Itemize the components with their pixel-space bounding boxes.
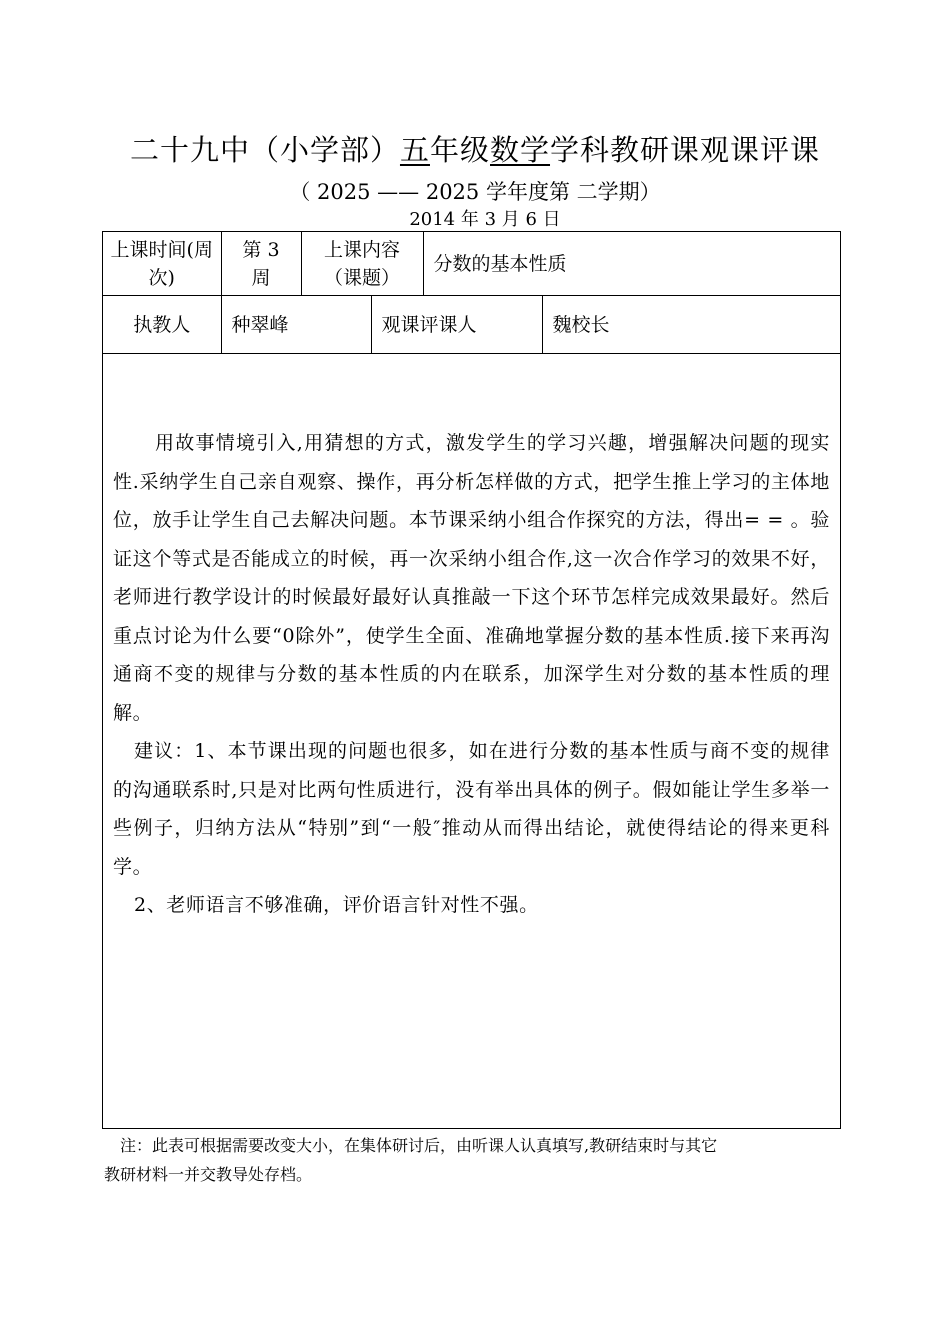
comments-cell <box>103 354 841 1129</box>
title-part-rest: 学科教研课观课评课 <box>550 133 821 167</box>
label-lesson-content: 上课内容（课题） <box>301 232 423 295</box>
title-part-grade-suffix: 年级 <box>429 133 490 167</box>
label-class-time: 上课时间(周次) <box>103 232 221 295</box>
observation-form <box>102 231 841 1129</box>
suggestion-paragraph: 建议：1、本节课出现的问题也很多，如在进行分数的基本性质与商不变的规律的沟通联系时,只是对比两句性质进行，没有举出具体的例子。假如能让学生多举一些例子，归纳方法从“特别”到“一般″推动从而得出结论，就使得结论的得来更科学。 <box>113 740 830 878</box>
footnote <box>104 1131 848 1189</box>
footnote-line: 注：此表可根据需要改变大小，在集体研讨后，由听课人认真填写,教研结束时与其它 <box>120 1136 718 1155</box>
form-row-lesson <box>103 232 841 296</box>
form-row-people <box>103 296 841 354</box>
title-part-subject: 数学 <box>490 133 551 167</box>
title-part-school: 二十九中（小学部） <box>129 133 400 167</box>
school-year: （ 2025 —— 2025 学年度第 二学期） <box>289 180 661 204</box>
week-value: 第 3 周 <box>221 232 301 295</box>
comment-paragraph: 用故事情境引入,用猜想的方式，激发学生的学习兴趣，增强解决问题的现实性.采纳学生自己亲自观察、操作，再分析怎样做的方式，把学生推上学习的主体地位，放手让学生自己去解决问题。本节课采纳小组合作探究的方法，得出= = 。验证这个等式是否能成立的时候，再一次采纳小组合作,这一次合作学习的效果不好，老师进行教学设计的时候最好最好认真推敲一下这个环节怎样完成效果最好。然后重点讨论为什么要“0除外”，使学生全面、准确地掌握分数的基本性质.接下来再沟通商不变的规律与分数的基本性质的内在联系，加深学生对分数的基本性质的理解。 <box>113 432 830 724</box>
observer-name: 魏校长 <box>552 313 610 336</box>
document-title <box>0 128 950 169</box>
title-part-grade: 五 <box>399 133 430 167</box>
teacher-name: 种翠峰 <box>221 296 371 353</box>
lesson-topic: 分数的基本性质 <box>433 252 567 275</box>
form-row-comments <box>103 354 841 1129</box>
suggestion-paragraph: 2、老师语言不够准确，评价语言针对性不强。 <box>134 894 539 916</box>
label-observer: 观课评课人 <box>371 296 542 353</box>
label-teacher: 执教人 <box>103 296 221 353</box>
footnote-line: 教研材料一并交教导处存档。 <box>104 1165 313 1184</box>
document-date: 2014 年 3 月 6 日 <box>409 209 561 230</box>
